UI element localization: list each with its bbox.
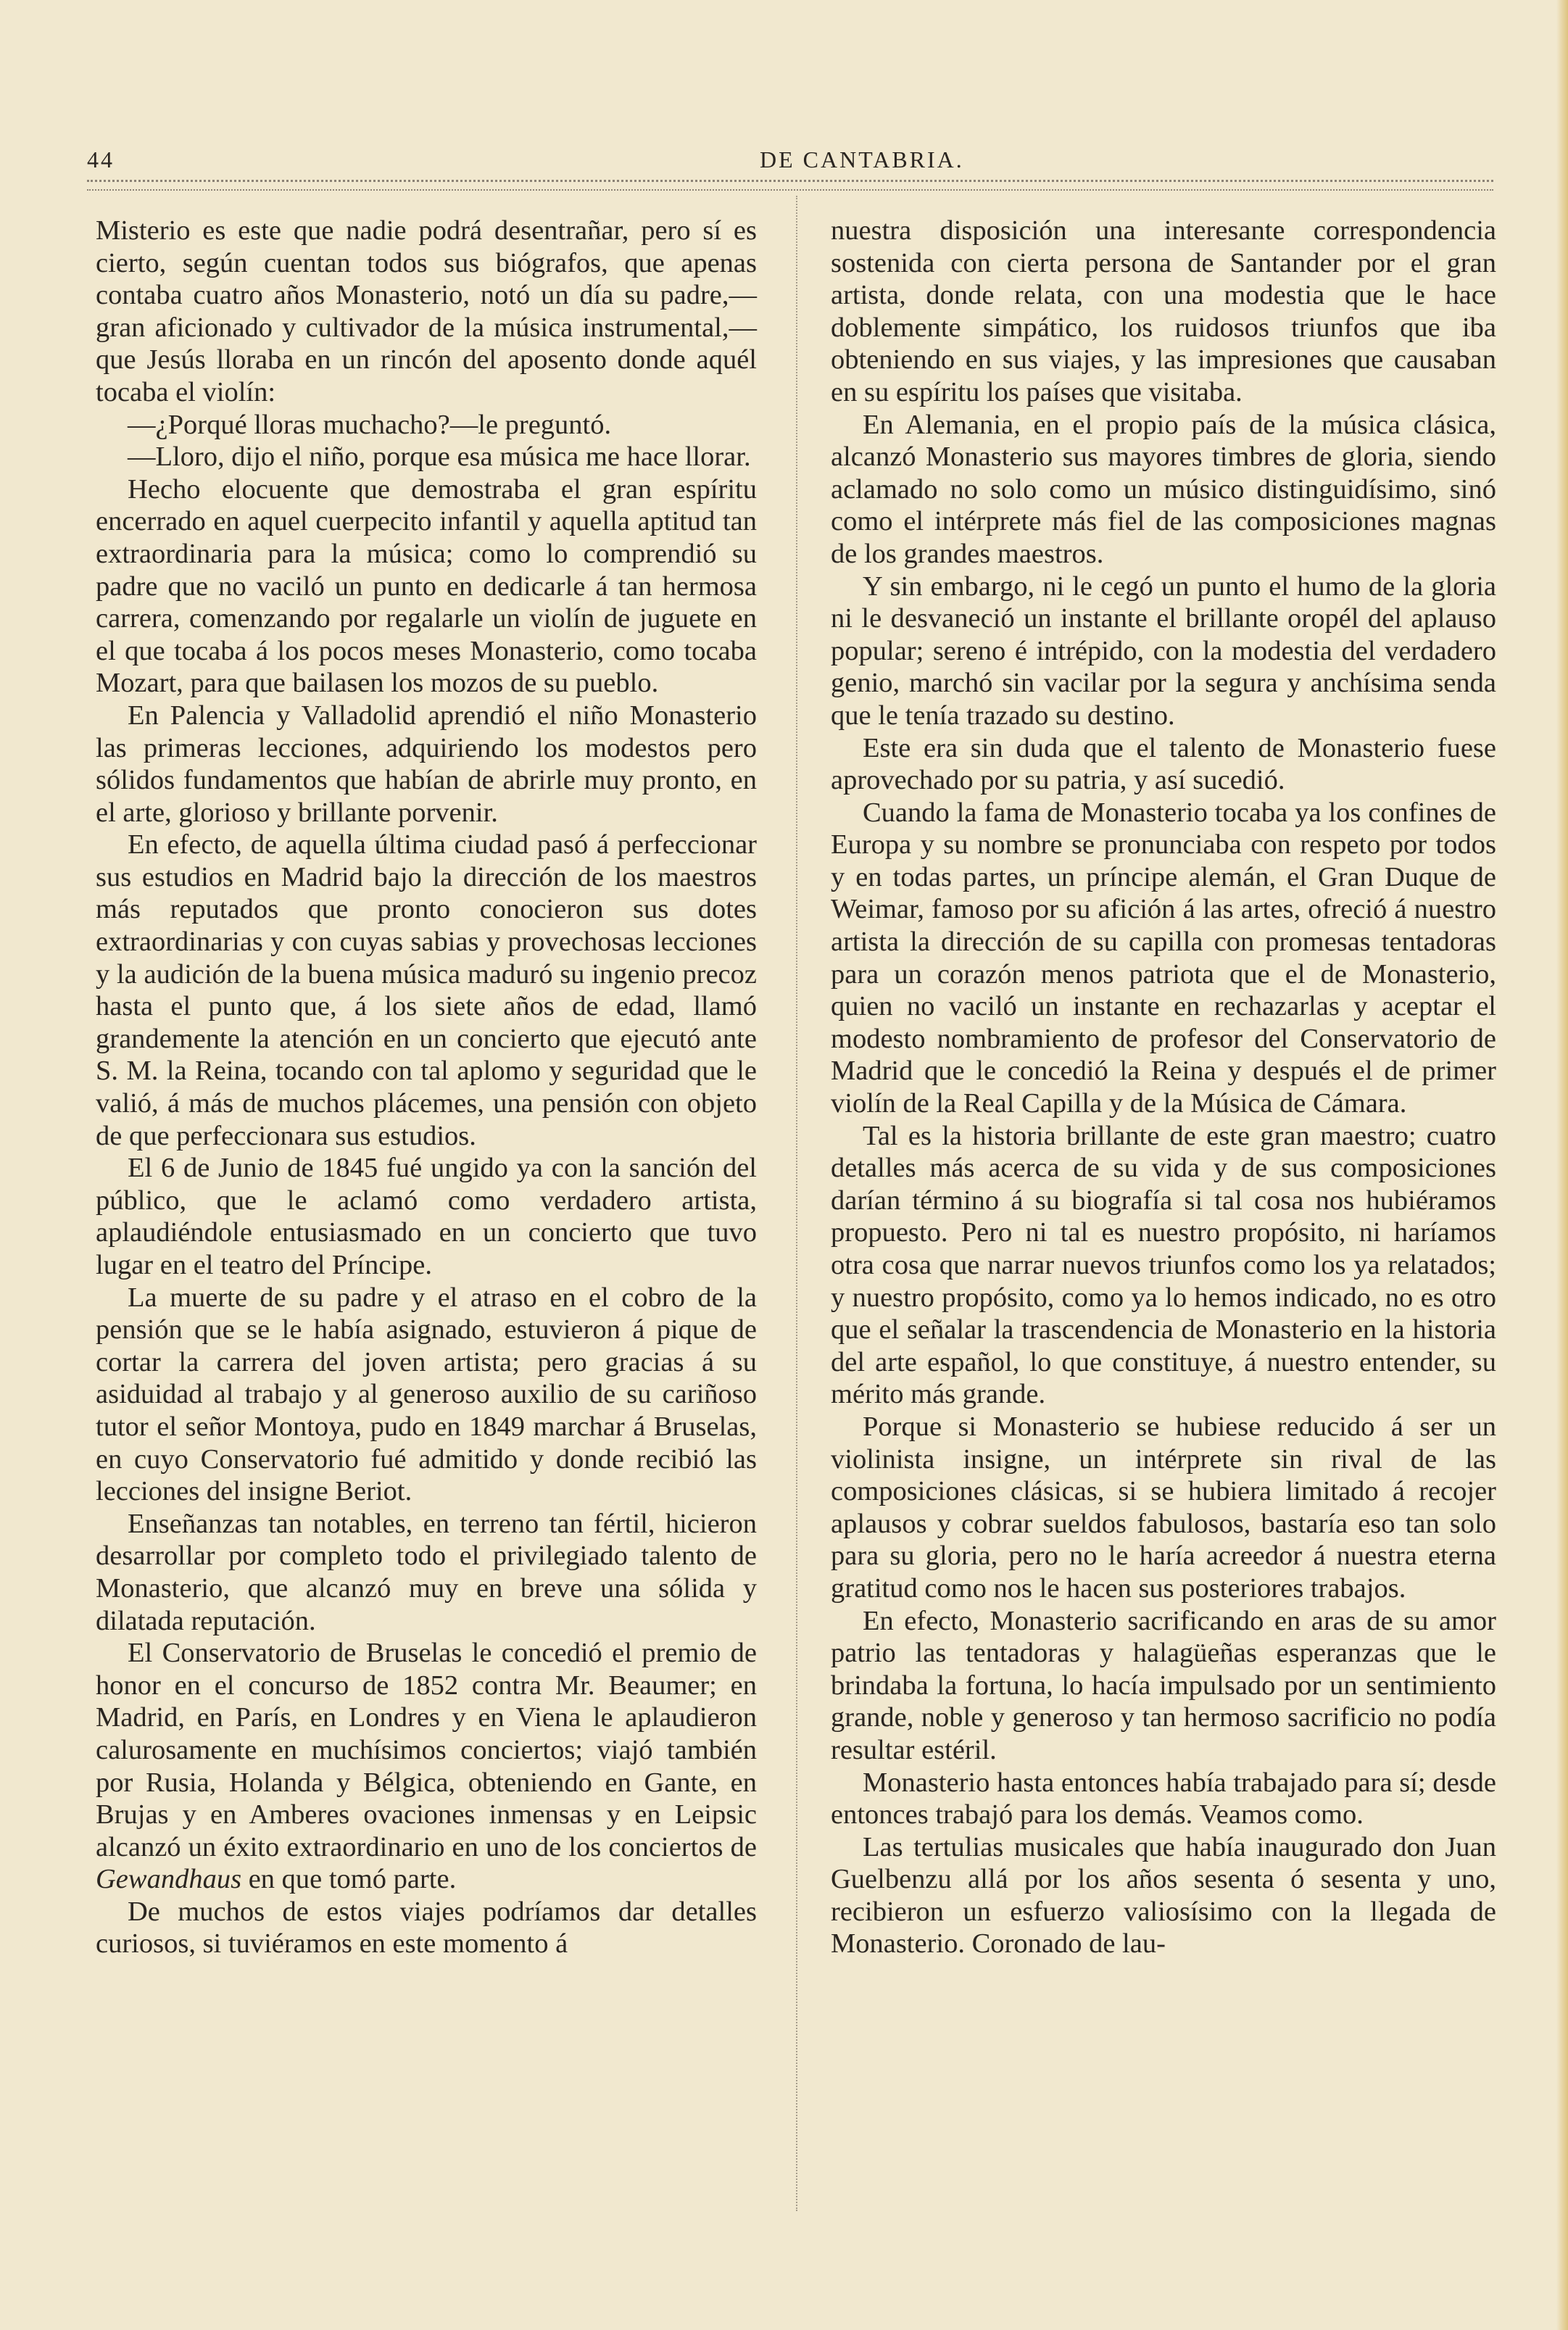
paragraph: Tal es la historia brillante de este gran maestro; cuatro detalles más acerca de su vida y de sus composiciones darían término á su biografía si tal cosa nos hubiéramos propuesto. Pero ni tal es nuestro propósito, ni haríamos otra cosa que narrar nuevos triunfos como los ya relatados; y nuestro propósito, como ya lo hemos indicado, no es otro que el señalar la trascendencia de Monasterio en la historia del arte español, lo que constituye, á nuestro entender, su mérito más grande. <box>831 1120 1496 1410</box>
paragraph: Este era sin duda que el talento de Monasterio fuese aprovechado por su patria, y así sucedió. <box>831 732 1496 796</box>
paragraph <box>96 1637 757 1896</box>
paragraph-text: en que tomó parte. <box>241 1864 457 1895</box>
paragraph: Porque si Monasterio se hubiese reducido á ser un violinista insigne, un intérprete sin rival de las composiciones clásicas, si se hubiera limitado á recojer aplausos y cobrar sueldos fabulosos, bastaría eso tan solo para su gloria, pero no le haría acreedor á nuestra eterna gratitud como nos le hacen sus posteriores trabajos. <box>831 1411 1496 1604</box>
page-edge-stain <box>1556 0 1568 2330</box>
paragraph: Y sin embargo, ni le cegó un punto el humo de la gloria ni le desvaneció un instante el brillante oropél del aplauso popular; sereno é intrépido, con la modestia del verdadero genio, marchó sin vacilar por la segura y anchísima senda que le tenía trazado su destino. <box>831 571 1496 731</box>
paragraph-text: El Conservatorio de Bruselas le concedió el premio de honor en el concurso de 1852 contra Mr. Beaumer; en Madrid, en París, en Londres y en Viena le aplaudieron calurosamente en muchísimos conciertos; viajó también por Rusia, Holanda y Bélgica, obteniendo en Gante, en Brujas y en Amberes ovaciones inmensas y en Leipsic alcanzó un éxito extraordinario en uno de los conciertos de <box>96 1638 757 1862</box>
running-header <box>87 139 1493 183</box>
paragraph: Cuando la fama de Monasterio tocaba ya los confines de Europa y su nombre se pronunciaba con respeto por todos y en todas partes, un príncipe alemán, el Gran Duque de Weimar, famoso por su afición á las artes, ofreció á nuestro artista la dirección de su capilla con promesas tentadoras para un corazón menos patriota que el de Monasterio, quien no vaciló un instante en rechazarlas y aceptar el modesto nombramiento de profesor del Conservatorio de Madrid que le concedió la Reina y después el de primer violín de la Real Capilla y de la Música de Cámara. <box>831 797 1496 1119</box>
paragraph: En Alemania, en el propio país de la música clásica, alcanzó Monasterio sus mayores timbres de gloria, siendo aclamado no solo como un músico distinguidísimo, sinó como el intérprete más fiel de las composiciones magnas de los grandes maestros. <box>831 409 1496 569</box>
paragraph: Misterio es este que nadie podrá desentrañar, pero sí es cierto, según cuentan todos sus biógrafos, que apenas contaba cuatro años Monasterio, notó un día su padre,—gran aficionado y cultivador de la música instrumental,—que Jesús lloraba en un rincón del aposento donde aquél tocaba el violín: <box>96 215 757 407</box>
column-divider <box>796 196 797 2211</box>
right-column <box>831 215 1496 1960</box>
paragraph: Hecho elocuente que demostraba el gran espíritu encerrado en aquel cuerpecito infantil y aquella aptitud tan extraordinaria para la música; como lo comprendió su padre que no vaciló un punto en dedicarle á tan hermosa carrera, comenzando por regalarle un violín de juguete en el que tocaba á los pocos meses Monasterio, como tocaba Mozart, para que bailasen los mozos de su pueblo. <box>96 473 757 699</box>
paragraph: De muchos de estos viajes podríamos dar detalles curiosos, si tuviéramos en este momento á <box>96 1896 757 1960</box>
paragraph: —Lloro, dijo el niño, porque esa música me hace llorar. <box>128 441 751 473</box>
paragraph: La muerte de su padre y el atraso en el cobro de la pensión que se le había asignado, estuvieron á pique de cortar la carrera del joven artista; pero gracias á su asiduidad al trabajo y al generoso auxilio de su cariñoso tutor el señor Montoya, pudo en 1849 marchar á Bruselas, en cuyo Conservatorio fué admitido y donde recibió las lecciones del insigne Beriot. <box>96 1282 757 1507</box>
paragraph: Enseñanzas tan notables, en terreno tan fértil, hicieron desarrollar por completo todo el privilegiado talento de Monasterio, que alcanzó muy en breve una sólida y dilatada reputación. <box>96 1508 757 1636</box>
paragraph: El 6 de Junio de 1845 fué ungido ya con la sanción del público, que le aclamó como verdadero artista, aplaudiéndole entusiasmado en un concierto que tuvo lugar en el teatro del Príncipe. <box>96 1153 757 1280</box>
page-number: 44 <box>87 146 115 173</box>
running-title: DE CANTABRIA. <box>760 146 964 173</box>
header-ornamental-rule <box>87 180 1493 191</box>
italic-term: Gewandhaus <box>96 1864 242 1895</box>
paragraph: Las tertulias musicales que había inaugurado don Juan Guelbenzu allá por los años sesenta ó sesenta y uno, recibieron un esfuerzo valiosísimo con la llegada de Monasterio. Coronado de lau- <box>831 1831 1496 1960</box>
paragraph: En efecto, Monasterio sacrificando en aras de su amor patrio las tentadoras y halagüeñas esperanzas que le brindaba la fortuna, lo hacía impulsado por un sentimiento grande, noble y generoso y tan hermoso sacrificio no podía resultar estéril. <box>831 1605 1496 1765</box>
left-column <box>96 215 757 1960</box>
paragraph: En Palencia y Valladolid aprendió el niño Monasterio las primeras lecciones, adquiriendo los modestos pero sólidos fundamentos que habían de abrirle muy pronto, en el arte, glorioso y brillante porvenir. <box>96 700 757 828</box>
paragraph: Monasterio hasta entonces había trabajado para sí; desde entonces trabajó para los demás. Veamos como. <box>831 1767 1496 1831</box>
paragraph: nuestra disposición una interesante correspondencia sostenida con cierta persona de Santander por el gran artista, donde relata, con una modestia que le hace doblemente simpático, los ruidosos triunfos que iba obteniendo en sus viajes, y las impresiones que causaban en su espíritu los países que visitaba. <box>831 215 1496 407</box>
paragraph: —¿Porqué lloras muchacho?—le preguntó. <box>128 409 612 440</box>
paragraph: En efecto, de aquella última ciudad pasó á perfeccionar sus estudios en Madrid bajo la dirección de los maestros más reputados que pronto conocieron sus dotes extraordinarias y con cuyas sabias y provechosas lecciones y la audición de la buena música maduró su ingenio precoz hasta el punto que, á los siete años de edad, llamó grandemente la atención en un concierto que ejecutó ante S. M. la Reina, tocando con tal aplomo y seguridad que le valió, á más de muchos plácemes, una pensión con objeto de que perfeccionara sus estudios. <box>96 829 757 1151</box>
